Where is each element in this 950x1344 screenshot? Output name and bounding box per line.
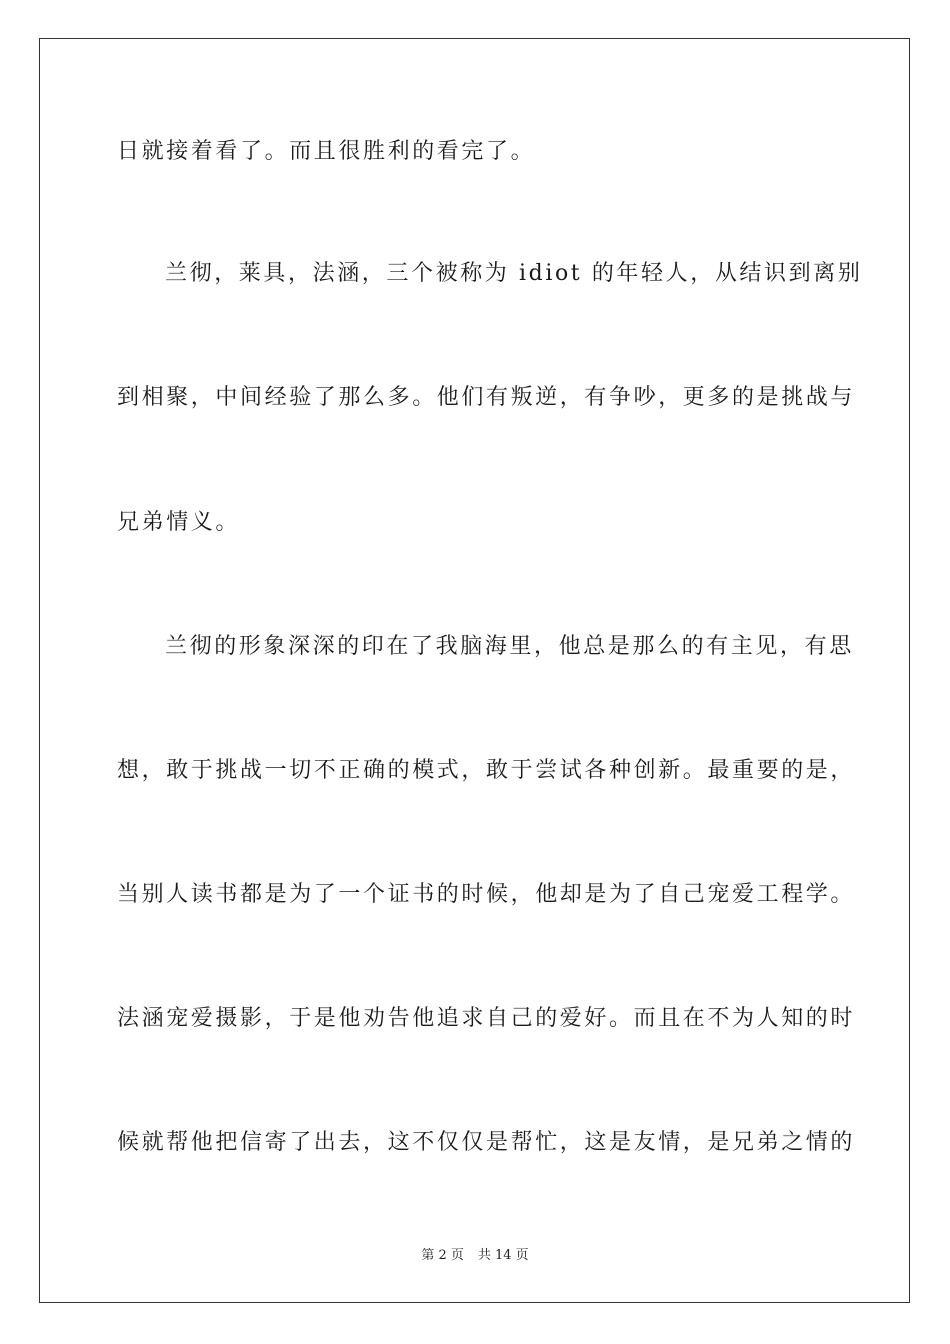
page-border bbox=[39, 38, 910, 1303]
text-line: 兰彻，莱具，法涵，三个被称为 idiot 的年轻人，从结识到离别 bbox=[165, 261, 863, 286]
page-number: 第 2 页 bbox=[421, 1248, 464, 1263]
text-line: 想，敢于挑战一切不正确的模式，敢于尝试各种创新。最重要的是， bbox=[117, 758, 856, 783]
text-line: 当别人读书都是为了一个证书的时候，他却是为了自己宠爱工程学。 bbox=[117, 882, 856, 907]
text-line: 到相聚，中间经验了那么多。他们有叛逆，有争吵，更多的是挑战与 bbox=[117, 385, 856, 410]
text-line: 兰彻的形象深深的印在了我脑海里，他总是那么的有主见，有思 bbox=[165, 634, 854, 659]
text-line: 兄弟情义。 bbox=[117, 510, 241, 535]
page-footer bbox=[0, 1244, 950, 1263]
text-line: 候就帮他把信寄了出去，这不仅仅是帮忙，这是友情，是兄弟之情的 bbox=[117, 1130, 856, 1155]
text-line: 法涵宠爱摄影，于是他劝告他追求自己的爱好。而且在不为人知的时 bbox=[117, 1006, 856, 1031]
text-line: 日就接着看了。而且很胜利的看完了。 bbox=[117, 139, 536, 164]
page-total: 共 14 页 bbox=[477, 1248, 529, 1263]
